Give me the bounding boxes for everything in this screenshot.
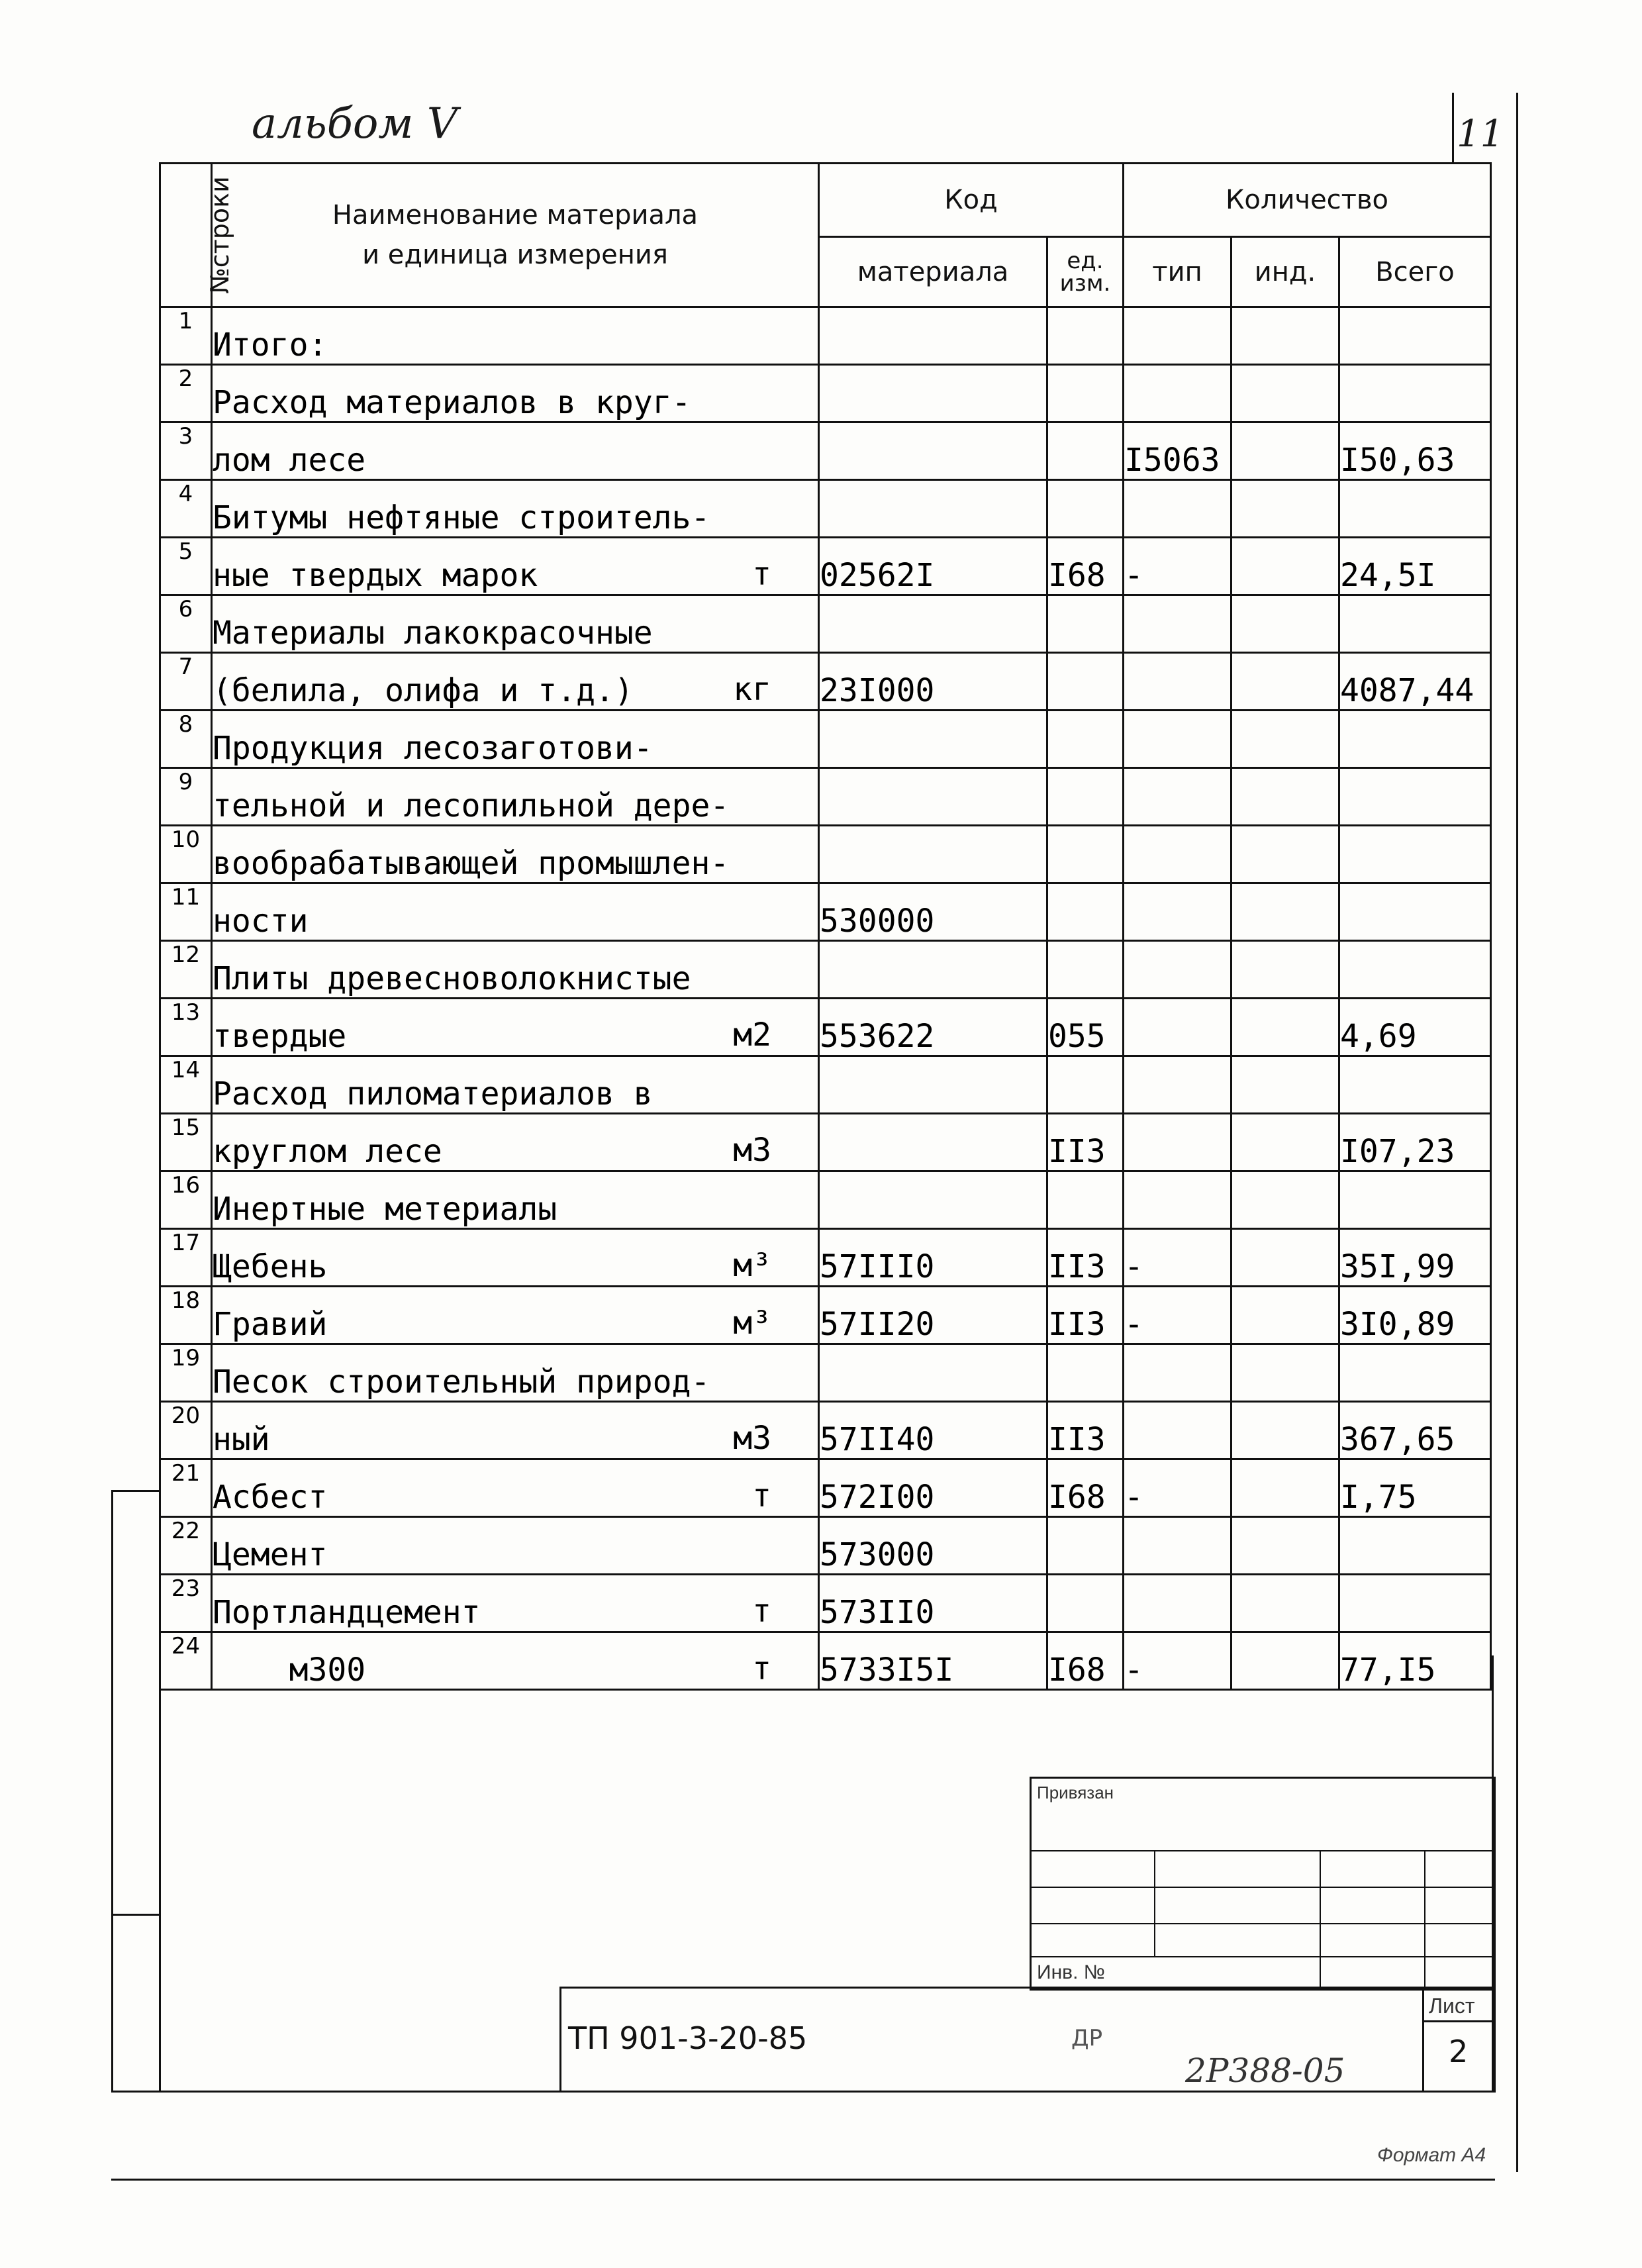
qty-total: 77,I5 [1339,1632,1491,1690]
row-number: 14 [160,1056,212,1114]
qty-type: I5063 [1124,422,1232,480]
material-name [212,538,819,595]
qty-ind [1232,711,1339,768]
qty-type [1124,883,1232,941]
qty-total [1339,480,1491,538]
table-row [160,711,1491,768]
name-header: Наименование материала и единица измерения [212,164,819,307]
document-code: ТП 901-3-20-85 [568,2020,808,2056]
material-name [212,1517,819,1575]
row-number: 8 [160,711,212,768]
material-code [819,365,1047,422]
row-number: 9 [160,768,212,826]
material-name-text: Плиты древесноволокнистые [213,960,691,997]
material-code [819,826,1047,883]
unit-code: I68 [1047,1459,1124,1517]
material-name-text: Инертные метериалы [213,1191,557,1228]
row-number: 21 [160,1459,212,1517]
table-row [160,1402,1491,1459]
qty-ind [1232,1344,1339,1402]
page-border [1516,93,1518,2172]
qty-type [1124,595,1232,653]
material-code [819,422,1047,480]
table-row [160,480,1491,538]
row-number: 13 [160,999,212,1056]
unit-code [1047,1171,1124,1229]
qty-ind [1232,1575,1339,1632]
qty-type: - [1124,538,1232,595]
qty-type [1124,1056,1232,1114]
unit-code [1047,1344,1124,1402]
table-row [160,1459,1491,1517]
material-name [212,1056,819,1114]
row-number: 4 [160,480,212,538]
material-name [212,307,819,365]
qty-type [1124,653,1232,711]
row-number: 16 [160,1171,212,1229]
qty-type [1124,1114,1232,1171]
qty-total: I50,63 [1339,422,1491,480]
qty-ind [1232,595,1339,653]
code-header: Код [819,164,1124,237]
qty-ind [1232,941,1339,999]
material-name-text: Щебень [213,1248,328,1285]
material-name-text: м300 [213,1652,366,1689]
qty-total: 3I0,89 [1339,1287,1491,1344]
qty-total [1339,826,1491,883]
material-code [819,307,1047,365]
material-name [212,711,819,768]
table-border [159,1655,161,2093]
qty-ind [1232,1287,1339,1344]
unit-code [1047,595,1124,653]
material-name [212,883,819,941]
material-code: 573II0 [819,1575,1047,1632]
table-row [160,1114,1491,1171]
material-name [212,480,819,538]
table-row [160,365,1491,422]
qty-total [1339,1056,1491,1114]
row-number: 20 [160,1402,212,1459]
qty-type [1124,307,1232,365]
unit-code [1047,365,1124,422]
unit-code: I68 [1047,538,1124,595]
qty-type-header: тип [1124,237,1232,307]
unit: т [752,556,771,593]
quantity-header: Количество [1124,164,1491,237]
qty-total [1339,768,1491,826]
qty-type [1124,999,1232,1056]
unit-code [1047,711,1124,768]
material-name-text: Битумы нефтяные строитель- [213,499,710,536]
qty-type [1124,1344,1232,1402]
table-row [160,307,1491,365]
unit: м³ [733,1247,771,1284]
qty-type [1124,1517,1232,1575]
material-name [212,999,819,1056]
material-code [819,711,1047,768]
material-name-text: Гравий [213,1306,328,1343]
code-material-header: материала [819,237,1047,307]
qty-ind [1232,307,1339,365]
unit-code: II3 [1047,1229,1124,1287]
unit: кг [733,671,771,708]
material-code [819,1344,1047,1402]
unit-code [1047,653,1124,711]
qty-type: - [1124,1459,1232,1517]
materials-table [159,162,1492,1691]
material-name-text: твердые [213,1018,347,1055]
material-code: 57III0 [819,1229,1047,1287]
inv-no-label: Инв. № [1037,1961,1105,1983]
qty-total: I07,23 [1339,1114,1491,1171]
material-name-text: вообрабатывающей промышлен- [213,845,730,882]
unit: м3 [733,1132,771,1169]
unit-code [1047,1575,1124,1632]
unit: т [752,1650,771,1687]
title-block [559,1987,1496,2093]
material-code [819,1171,1047,1229]
qty-total [1339,595,1491,653]
sheet-label: Лист [1429,1994,1475,2018]
qty-ind [1232,1459,1339,1517]
qty-total [1339,1171,1491,1229]
material-name [212,595,819,653]
archive-number: 2Р388-05 [1185,2051,1345,2090]
material-name-text: ные твердых марок [213,557,538,594]
qty-ind-header: инд. [1232,237,1339,307]
material-code: 572I00 [819,1459,1047,1517]
table-row [160,999,1491,1056]
qty-total [1339,1517,1491,1575]
page-border [1452,93,1454,162]
qty-total [1339,711,1491,768]
qty-type [1124,826,1232,883]
material-name-text: ный [213,1421,270,1458]
material-name [212,1632,819,1690]
material-name [212,422,819,480]
format-label: Формат А4 [1377,2144,1486,2166]
binding-margin [111,1490,161,1492]
linked-label: Привязан [1037,1783,1114,1802]
unit-code [1047,422,1124,480]
row-number-header: №строки [160,164,212,307]
row-number: 10 [160,826,212,883]
qty-ind [1232,883,1339,941]
row-number: 24 [160,1632,212,1690]
unit-code [1047,1056,1124,1114]
material-name [212,768,819,826]
qty-ind [1232,365,1339,422]
binding-margin [111,1490,113,2093]
qty-type [1124,1171,1232,1229]
qty-ind [1232,768,1339,826]
material-name-text: Расход пиломатериалов в [213,1075,653,1112]
material-name-text: Асбест [213,1479,328,1516]
qty-type [1124,711,1232,768]
row-number: 12 [160,941,212,999]
binding-margin [111,1914,161,1916]
qty-total [1339,1575,1491,1632]
album-label: альбом V [252,99,458,148]
unit-code [1047,768,1124,826]
qty-total: 367,65 [1339,1402,1491,1459]
unit-code [1047,307,1124,365]
unit-code [1047,480,1124,538]
qty-type [1124,1575,1232,1632]
table-row [160,941,1491,999]
unit: м2 [733,1016,771,1054]
material-code: 23I000 [819,653,1047,711]
unit: т [752,1593,771,1630]
material-code [819,1114,1047,1171]
link-stamp [1030,1777,1496,1991]
table-row [160,883,1491,941]
table-row [160,768,1491,826]
qty-total [1339,941,1491,999]
qty-ind [1232,1517,1339,1575]
table-row [160,1171,1491,1229]
material-code: 553622 [819,999,1047,1056]
table-row [160,422,1491,480]
qty-total: 24,5I [1339,538,1491,595]
material-code: 530000 [819,883,1047,941]
unit-code: II3 [1047,1402,1124,1459]
table-row [160,1575,1491,1632]
table-row [160,1517,1491,1575]
qty-type [1124,480,1232,538]
material-name-text: Материалы лакокрасочные [213,615,653,652]
row-number: 22 [160,1517,212,1575]
qty-type: - [1124,1287,1232,1344]
page-bottom-rule [111,2179,1495,2181]
qty-type [1124,768,1232,826]
material-code [819,480,1047,538]
qty-total [1339,883,1491,941]
material-name-text: Итого: [213,326,328,364]
row-number: 3 [160,422,212,480]
row-number: 11 [160,883,212,941]
qty-total: 35I,99 [1339,1229,1491,1287]
qty-type [1124,1402,1232,1459]
section-code: ДР [1071,2025,1103,2051]
material-code [819,595,1047,653]
material-code [819,941,1047,999]
material-code [819,768,1047,826]
qty-ind [1232,1229,1339,1287]
unit-code: I68 [1047,1632,1124,1690]
qty-ind [1232,1056,1339,1114]
material-name [212,1344,819,1402]
row-number: 5 [160,538,212,595]
material-name-text: Цемент [213,1536,328,1573]
material-name-text: круглом лесе [213,1133,442,1170]
table-row [160,1287,1491,1344]
material-name [212,1114,819,1171]
qty-ind [1232,1402,1339,1459]
qty-total [1339,365,1491,422]
unit-code [1047,941,1124,999]
material-name-text: Портландцемент [213,1594,481,1631]
row-number: 7 [160,653,212,711]
material-name [212,1171,819,1229]
material-name-text: тельной и лесопильной дере- [213,787,730,824]
material-name-text: (белила, олифа и т.д.) [213,672,634,709]
qty-ind [1232,999,1339,1056]
material-name [212,653,819,711]
table-row [160,826,1491,883]
material-code: 02562I [819,538,1047,595]
unit-code [1047,1517,1124,1575]
row-number: 2 [160,365,212,422]
qty-type [1124,365,1232,422]
material-name [212,365,819,422]
material-name [212,1287,819,1344]
unit: м3 [733,1420,771,1457]
unit-code: II3 [1047,1287,1124,1344]
qty-ind [1232,422,1339,480]
table-row [160,653,1491,711]
qty-total [1339,307,1491,365]
row-number: 17 [160,1229,212,1287]
qty-ind [1232,1632,1339,1690]
row-number: 1 [160,307,212,365]
row-number: 23 [160,1575,212,1632]
material-name-text: Песок строительный природ- [213,1363,710,1401]
qty-ind [1232,480,1339,538]
qty-total: I,75 [1339,1459,1491,1517]
qty-type: - [1124,1229,1232,1287]
material-name-text: Расход материалов в круг- [213,384,691,421]
qty-ind [1232,538,1339,595]
qty-total: 4087,44 [1339,653,1491,711]
row-number: 19 [160,1344,212,1402]
qty-type [1124,941,1232,999]
table-row [160,538,1491,595]
unit-code [1047,826,1124,883]
qty-total-header: Всего [1339,237,1491,307]
unit-code [1047,883,1124,941]
qty-type: - [1124,1632,1232,1690]
qty-total: 4,69 [1339,999,1491,1056]
unit: т [752,1477,771,1514]
table-row [160,1056,1491,1114]
row-number: 15 [160,1114,212,1171]
material-code: 573000 [819,1517,1047,1575]
qty-ind [1232,1114,1339,1171]
material-code: 57II20 [819,1287,1047,1344]
material-code [819,1056,1047,1114]
qty-ind [1232,1171,1339,1229]
material-name-text: ности [213,903,309,940]
qty-ind [1232,653,1339,711]
unit-code: 055 [1047,999,1124,1056]
material-name [212,1402,819,1459]
unit-code: II3 [1047,1114,1124,1171]
unit: м³ [733,1305,771,1342]
table-row [160,1229,1491,1287]
material-code: 57II40 [819,1402,1047,1459]
table-row [160,1632,1491,1690]
table-row [160,1344,1491,1402]
page-number: 11 [1457,113,1504,156]
row-number: 18 [160,1287,212,1344]
sheet-number: 2 [1449,2034,1469,2069]
table-row [160,595,1491,653]
qty-total [1339,1344,1491,1402]
material-name [212,1575,819,1632]
material-name-text: Продукция лесозаготови- [213,730,653,767]
material-code: 5733I5I [819,1632,1047,1690]
code-unit-header: ед. изм. [1047,237,1124,307]
material-name [212,941,819,999]
row-number: 6 [160,595,212,653]
qty-ind [1232,826,1339,883]
material-name-text: лом лесе [213,442,366,479]
material-name [212,1229,819,1287]
material-name [212,826,819,883]
material-name [212,1459,819,1517]
